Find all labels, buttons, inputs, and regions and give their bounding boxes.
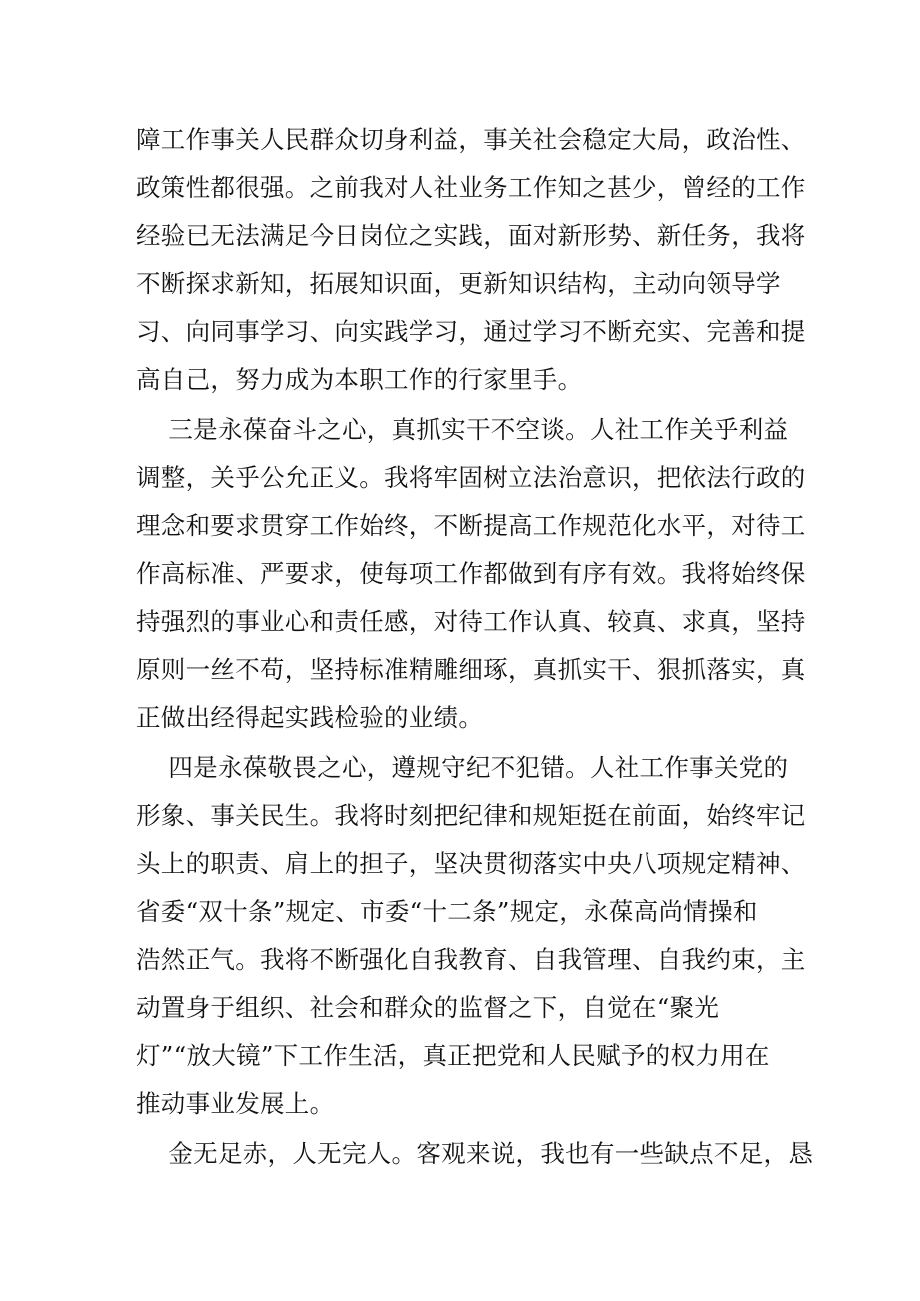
text-line: 政策性都很强。之前我对人社业务工作知之甚少，曾经的工作 xyxy=(136,173,806,202)
text-line: 头上的职责、肩上的担子，坚决贯彻落实中央八项规定精神、 xyxy=(136,849,806,878)
paragraph-four xyxy=(136,744,806,1128)
text-line: 不断探求新知，拓展知识面，更新知识结构，主动向领导学 xyxy=(136,269,781,298)
text-line: 省委“双十条”规定、市委“十二条”规定，永葆高尚情操和 xyxy=(136,897,758,926)
text-line: 持强烈的事业心和责任感，对待工作认真、较真、求真，坚持 xyxy=(136,607,806,636)
text-line: 正做出经得起实践检验的业绩。 xyxy=(136,703,484,732)
text-line: 灯”“放大镜”下工作生活，真正把党和人民赋予的权力用在 xyxy=(136,1041,770,1070)
paragraph-continuation xyxy=(136,116,806,404)
text-line: 障工作事关人民群众切身利益，事关社会稳定大局，政治性、 xyxy=(136,125,806,154)
text-line: 原则一丝不苟，坚持标准精雕细琢，真抓实干、狠抓落实，真 xyxy=(136,655,806,684)
text-line: 经验已无法满足今日岗位之实践，面对新形势、新任务，我将 xyxy=(136,221,806,250)
text-line: 高自己，努力成为本职工作的行家里手。 xyxy=(136,365,583,394)
text-line: 作高标准、严要求，使每项工作都做到有序有效。我将始终保 xyxy=(136,559,806,588)
text-line: 金无足赤，人无完人。客观来说，我也有一些缺点不足，恳 xyxy=(136,1139,814,1168)
text-line: 形象、事关民生。我将时刻把纪律和规矩挺在前面，始终牢记 xyxy=(136,801,806,830)
paragraph-three xyxy=(136,406,806,742)
paragraph-closing xyxy=(136,1130,814,1178)
text-line: 推动事业发展上。 xyxy=(136,1089,335,1118)
text-line: 习、向同事学习、向实践学习，通过学习不断充实、完善和提 xyxy=(136,317,806,346)
text-line: 三是永葆奋斗之心，真抓实干不空谈。人社工作关乎利益 xyxy=(136,415,789,444)
text-line: 调整，关乎公允正义。我将牢固树立法治意识，把依法行政的 xyxy=(136,463,806,492)
text-line: 动置身于组织、社会和群众的监督之下，自觉在“聚光 xyxy=(136,993,720,1022)
text-line: 四是永葆敬畏之心，遵规守纪不犯错。人社工作事关党的 xyxy=(136,753,789,782)
text-line: 理念和要求贯穿工作始终，不断提高工作规范化水平，对待工 xyxy=(136,511,806,540)
text-line: 浩然正气。我将不断强化自我教育、自我管理、自我约束，主 xyxy=(136,945,806,974)
